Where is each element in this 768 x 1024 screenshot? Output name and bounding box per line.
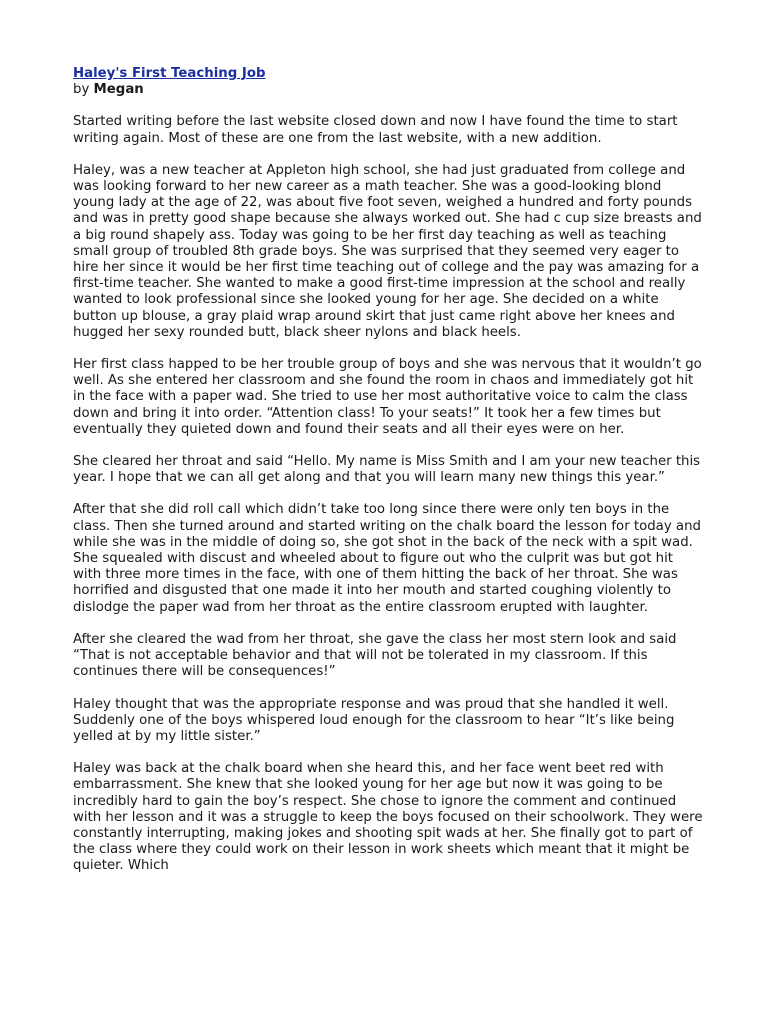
byline-prefix: by (73, 82, 90, 98)
byline (73, 82, 703, 98)
paragraph-7: Haley thought that was the appropriate response and was proud that she handled it well. Suddenly one of the boys whispered loud enough for the classroom to hear “It’s like being yelled at by my little sister.” (73, 696, 675, 744)
paragraph-4: She cleared her throat and said “Hello. My name is Miss Smith and I am your new teacher this year. I hope that we can all get along and that you will learn many new things this year.” (73, 454, 701, 486)
author-name: Megan (93, 82, 144, 98)
paragraph-2: Haley, was a new teacher at Appleton high school, she had just graduated from college and was looking forward to her new career as a math teacher. She was a good-looking blond young lady at the age of 22, was about five foot seven, weighed a hundred and forty pounds and was in pretty good shape because she always worked out. She had c cup size breasts and a big round shapely ass. Today was going to be her first day teaching as well as teaching small group of troubled 8th grade boys. She was surprised that they seemed very eager to hire her since it would be her first time teaching out of college and the pay was amazing for a first-time teacher. She wanted to make a good first-time impression at the school and really wanted to look professional since she looked young for her age. She decided on a white button up blouse, a gray plaid wrap around skirt that just came right above her knees and hugged her sexy rounded butt, black sheer nylons and black heels. (73, 162, 702, 340)
paragraph-6: After she cleared the wad from her throat, she gave the class her most stern look and said “That is not acceptable behavior and that will not be tolerated in my classroom. If this continues there will be consequences!” (73, 631, 677, 680)
paragraph-3: Her first class happed to be her trouble group of boys and she was nervous that it wouldn’t go well. As she entered her classroom and she found the room in chaos and immediately got hit in the face with a paper wad. She tried to use her most authoritative voice to calm the class down and bring it into order. “Attention class! To your seats!” It took her a few times but eventually they quieted down and found their seats and all their eyes were on her. (73, 357, 702, 437)
paragraph-8: Haley was back at the chalk board when she heard this, and her face went beet red with embarrassment. She knew that she looked young for her age but now it was going to be incredibly hard to gain the boy’s respect. She chose to ignore the comment and continued with her lesson and it was a struggle to keep the boys focused on their schoolwork. They were constantly interrupting, making jokes and shooting spit wads at her. She finally got to part of the class where they could work on their lesson in work sheets which meant that it might be quieter. Which (73, 761, 703, 874)
story-title-link[interactable]: Haley's First Teaching Job (73, 66, 266, 81)
paragraph-5: After that she did roll call which didn’t take too long since there were only ten boys in the class. Then she turned around and started writing on the chalk board the lesson for today and while she was in the middle of doing so, she got shot in the back of the neck with a spit wad. She squealed with discust and wheeled about to figure out who the culprit was but got hit with three more times in the face, with one of them hitting the back of her throat. She was horrified and disgusted that one made it into her mouth and started coughing violently to dislodge the paper wad from her throat as the entire classroom erupted with laughter. (73, 502, 701, 615)
document-page (73, 66, 703, 891)
paragraph-1: Started writing before the last website closed down and now I have found the time to start writing again. Most of these are one from the last website, with a new addition. (73, 114, 678, 146)
